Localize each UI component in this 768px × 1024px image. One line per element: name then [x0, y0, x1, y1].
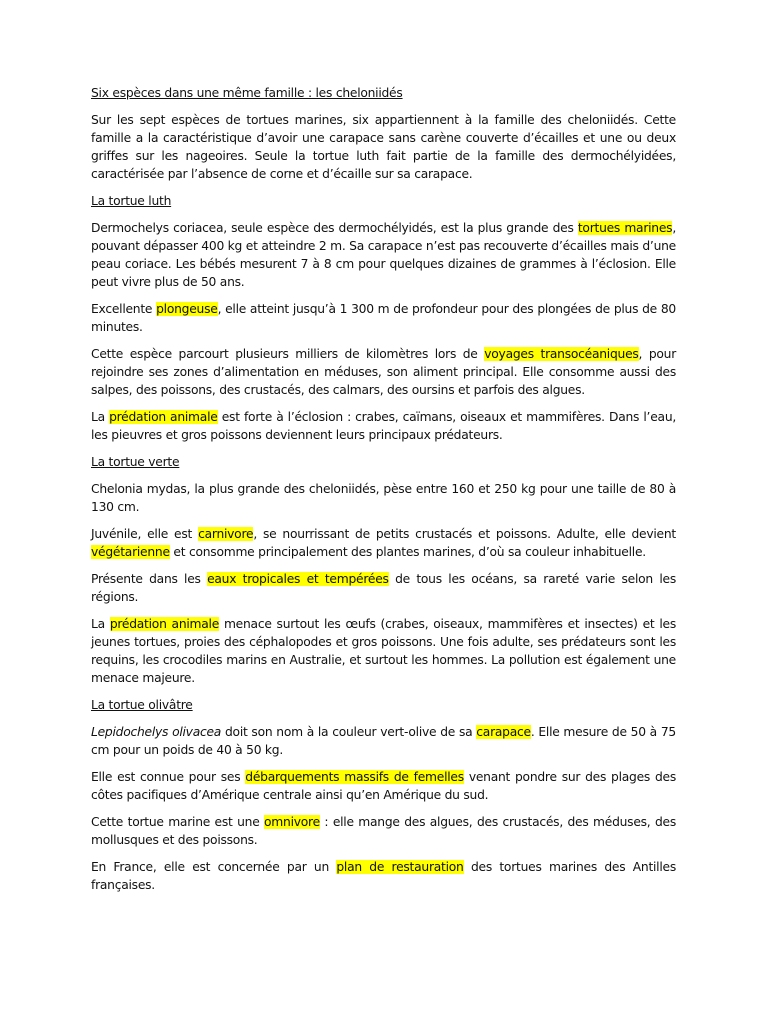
text-run: La: [91, 410, 110, 424]
species-name: Lepidochelys olivacea: [91, 725, 222, 739]
text-run: et consomme principalement des plantes marines, d’où sa couleur inhabituelle.: [169, 545, 646, 559]
paragraph: [91, 408, 676, 444]
text-run: venant pondre sur des plages des côtes pacifiques d’Amérique centrale ainsi qu’en Amérique du sud.: [91, 770, 677, 802]
paragraph: [91, 570, 676, 606]
text-run: , elle atteint jusqu’à 1 300 m de profondeur pour des plongées de plus de 80 minutes.: [91, 302, 677, 334]
paragraph: [91, 111, 676, 183]
section-heading: La tortue luth: [91, 194, 172, 208]
highlighted-text: carapace: [476, 725, 531, 739]
text-run: Excellente: [91, 302, 157, 316]
paragraph: [91, 300, 676, 336]
text-run: . Elle mesure de 50 à 75 cm pour un poids de 40 à 50 kg.: [91, 725, 676, 757]
text-run: est forte à l’éclosion : crabes, caïmans, oiseaux et mammifères. Dans l’eau, les pieuvres et gros poissons deviennent leurs principaux prédateurs.: [91, 410, 677, 442]
text-run: doit son nom à la couleur vert-olive de sa: [221, 725, 477, 739]
highlighted-text: voyages transocéaniques: [484, 347, 639, 361]
paragraph: [91, 525, 676, 561]
highlighted-text: débarquements massifs de femelles: [245, 770, 464, 784]
text-run: de tous les océans, sa rareté varie selon les régions.: [91, 572, 676, 604]
text-run: Cette tortue marine est une: [91, 815, 265, 829]
document-body: [91, 84, 676, 903]
text-run: La: [91, 617, 110, 631]
text-run: menace surtout les œufs (crabes, oiseaux, mammifères et insectes) et les jeunes tortues, proies des céphalopodes et gros poissons. Une fois adulte, ses prédateurs sont les requins, les crocodiles marins en Australie, et surtout les hommes. La pollution est également une menace majeure.: [91, 617, 677, 685]
text-run: Elle est connue pour ses: [91, 770, 246, 784]
text-run: , pouvant dépasser 400 kg et atteindre 2 m. Sa carapace n’est pas recouverte d’écailles mais d’une peau coriace. Les bébés mesurent 7 à 8 cm pour quelques dizaines de grammes à l’éclosion. Elle peut vivre plus de 50 ans.: [91, 221, 676, 289]
paragraph: [91, 345, 676, 399]
paragraph: [91, 768, 676, 804]
highlighted-text: tortues marines: [577, 221, 673, 235]
text-run: Présente dans les: [91, 572, 208, 586]
highlighted-text: carnivore: [198, 527, 254, 541]
highlighted-text: eaux tropicales et tempérées: [207, 572, 389, 586]
paragraph: [91, 615, 676, 687]
highlighted-text: omnivore: [264, 815, 320, 829]
text-run: Chelonia mydas, la plus grande des cheloniidés, pèse entre 160 et 250 kg pour une taille de 80 à 130 cm.: [91, 482, 676, 514]
text-run: En France, elle est concernée par un: [91, 860, 337, 874]
text-run: , pour rejoindre ses zones d’alimentation en méduses, son aliment principal. Elle consomme aussi des salpes, des poissons, des crustacés, des calmars, des oursins et parfois des algues.: [91, 347, 677, 397]
highlighted-text: prédation animale: [109, 410, 218, 424]
highlighted-text: plan de restauration: [336, 860, 464, 874]
paragraph: [91, 480, 676, 516]
paragraph: [91, 219, 676, 291]
highlighted-text: prédation animale: [109, 617, 220, 631]
text-run: Juvénile, elle est: [91, 527, 199, 541]
text-run: , se nourrissant de petits crustacés et poissons. Adulte, elle devient: [253, 527, 676, 541]
highlighted-text: plongeuse: [156, 302, 218, 316]
paragraph: [91, 723, 676, 759]
highlighted-text: végétarienne: [91, 545, 170, 559]
text-run: Cette espèce parcourt plusieurs milliers de kilomètres lors de: [91, 347, 485, 361]
section-heading: Six espèces dans une même famille : les cheloniidés: [91, 86, 403, 100]
section-heading: La tortue olivâtre: [91, 698, 193, 712]
paragraph: [91, 813, 676, 849]
text-run: des tortues marines des Antilles françaises.: [91, 860, 676, 892]
paragraph: [91, 858, 676, 894]
section-heading: La tortue verte: [91, 455, 180, 469]
text-run: Dermochelys coriacea, seule espèce des dermochélyidés, est la plus grande des: [91, 221, 578, 235]
text-run: Sur les sept espèces de tortues marines, six appartiennent à la famille des cheloniidés. Cette famille a la caractéristique d’avoir une carapace sans carène couverte d’écailles et une ou deux griffes sur les nageoires. Seule la tortue luth fait partie de la famille des dermochélyidées, caractérisée par l’absence de corne et d’écaille sur sa carapace.: [91, 113, 676, 181]
text-run: : elle mange des algues, des crustacés, des méduses, des mollusques et des poissons.: [91, 815, 676, 847]
